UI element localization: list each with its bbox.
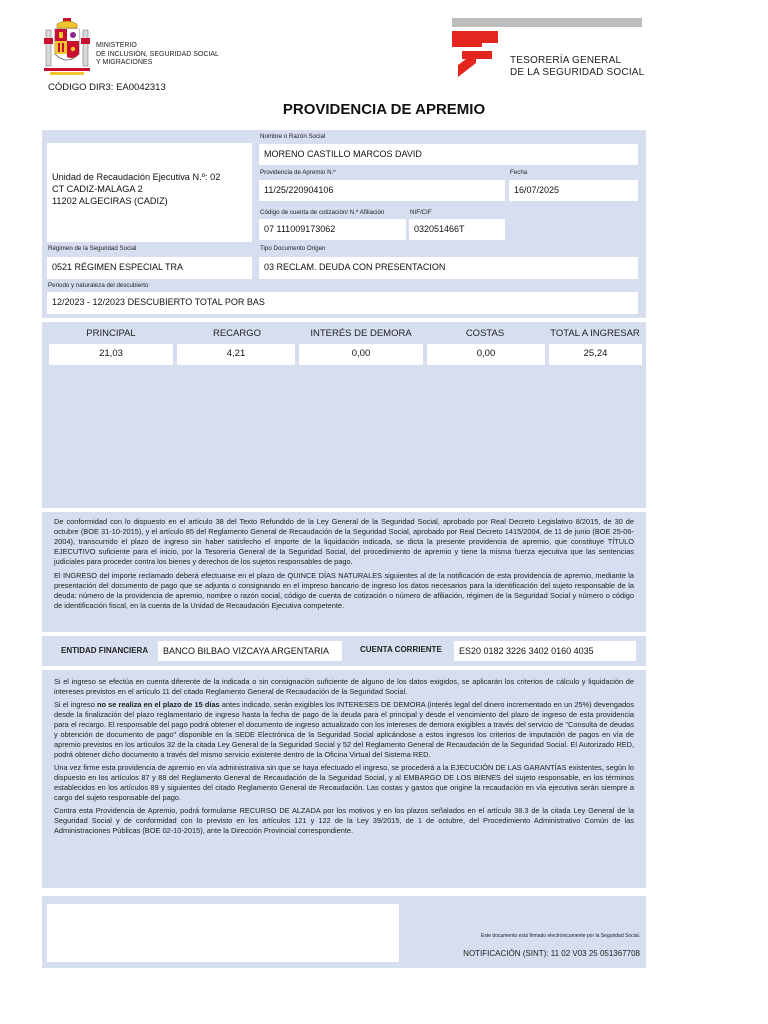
principal-header: PRINCIPAL: [86, 328, 136, 339]
info-paragraph: Si el ingreso se efectúa en cuenta diferente de la indicada o sin consignación suficiente de alguno de los datos exigidos, se aplicarán los criterios de cálculo y liquidación de intereses previstos en el artículo 11 del citado Reglamento General de Recaudación de la Seguridad Social.: [54, 677, 634, 696]
tgss-name: [510, 55, 644, 79]
providencia-label: Providencia de Apremio N.º: [260, 169, 336, 176]
tipo-label: Tipo Documento Origen: [260, 245, 326, 252]
tgss-logo-icon: [452, 31, 498, 77]
account-field: ES20 0182 3226 3402 0160 4035: [454, 641, 636, 661]
signed-notice: Este documento está firmado electrónicamente por la Seguridad Social.: [481, 933, 640, 939]
bank-panel: [42, 636, 646, 666]
entity-field: BANCO BILBAO VIZCAYA ARGENTARIA: [158, 641, 342, 661]
name-field: MORENO CASTILLO MARCOS DAVID: [259, 144, 638, 165]
info-paragraph: Contra esta Providencia de Apremio, podrá formularse RECURSO DE ALZADA por los motivos y en los plazos señalados en el artículo 38.3 de la citada Ley General de la Seguridad Social y de conformidad con lo previsto en los artículos 121 y 122 de la Ley 39/2015, de 1 de octubre, del Procedimiento Administrativo Común de las Administraciones Públicas (BOE 02-10-2015), ante la Dirección Provincial correspondiente.: [54, 806, 634, 835]
ministry-line: DE INCLUSIÓN, SEGURIDAD SOCIAL: [96, 50, 219, 58]
fecha-label: Fecha: [510, 169, 528, 176]
principal-value: 21,03: [49, 344, 173, 365]
total-value: 25,24: [549, 344, 642, 365]
regimen-field: 0521 RÉGIMEN ESPECIAL TRA: [47, 257, 252, 279]
recargo-value: 4,21: [177, 344, 295, 365]
tgss-line: TESORERÍA GENERAL: [510, 55, 622, 66]
nif-label: NIF/CIF: [410, 209, 432, 216]
footer-panel: [42, 896, 646, 968]
ccc-label: Código de cuenta de cotización/ N.º Afiliación: [260, 209, 385, 216]
unit-box: [47, 143, 252, 242]
dir3-code: CÓDIGO DIR3: EA0042313: [48, 82, 166, 93]
unit-line: 11202 ALGECIRAS (CADIZ): [52, 196, 168, 206]
unit-line: CT CADIZ-MALAGA 2: [52, 184, 143, 194]
info-paragraph: Una vez firme esta providencia de apremio en vía administrativa sin que se haya efectuado el ingreso, se procederá a la EJECUCIÓN DE LAS GARANTÍAS existentes, según lo dispuesto en los artículos 87 y 88 del Reglamento General de Recaudación de la Seguridad Social, y al EMBARGO DE LOS BIENES del sujeto responsable, en los términos establecidos en los artículos 89 y siguientes del citado Reglamento General de Recaudación. Las costas y gastos que origine la recaudación en vía ejecutiva serán siempre a cargo del sujeto responsable del pago.: [54, 763, 634, 802]
info-text: Si el ingreso: [54, 700, 97, 709]
legal-paragraph: De conformidad con lo dispuesto en el artículo 38 del Texto Refundido de la Ley General de la Seguridad Social, aprobado por Real Decreto Legislativo 8/2015, de 30 de octubre (BOE 31-10-2015), y el artículo 85 del Reglamento General de Recaudación de la Seguridad Social, aprobado por Real Decreto 1415/2004, de 11 de junio (BOE 25-06-2004), transcurrido el plazo de ingreso sin haber satisfecho el importe de la liquidación indicada, se dicta la presente providencia de apremio, que constituye TÍTULO EJECUTIVO suficiente para el inicio, por la Tesorería General de la Seguridad Social, del procedimiento de apremio y tiene la misma fuerza ejecutiva que las sentencias judiciales para proceder contra los bienes y derechos de los sujetos responsables de pago.: [54, 517, 634, 566]
tipo-field: 03 RECLAM. DEUDA CON PRESENTACION: [259, 257, 638, 279]
nif-field: 032051466T: [409, 219, 505, 240]
costas-value: 0,00: [427, 344, 545, 365]
regimen-label: Régimen de la Seguridad Social: [48, 245, 137, 252]
legal-paragraph: El INGRESO del importe reclamado deberá efectuarse en el plazo de QUINCE DÍAS NATURALES siguientes al de la notificación de esta providencia de apremio, mediante la presentación del documento de pago que se adjunta o consignando en el impreso bancario de ingreso los datos necesarios para la identificación del sujeto responsable de la deuda: número de la providencia de apremio, nombre o razón social, código de cuenta de cotización o número de afiliación, régimen de la Seguridad Social y número o código de identificación fiscal, en la cuenta de la Unidad de Recaudación Ejecutiva competente.: [54, 571, 634, 610]
ministry-name: [96, 42, 219, 68]
ministry-line: Y MIGRACIONES: [96, 59, 153, 66]
recargo-header: RECARGO: [212, 328, 262, 339]
interes-value: 0,00: [299, 344, 423, 365]
total-header: TOTAL A INGRESAR: [550, 328, 640, 339]
periodo-label: Periodo y naturaleza del descubierto: [48, 282, 149, 289]
unit-line: Unidad de Recaudación Ejecutiva N.º: 02: [52, 172, 221, 182]
fecha-field: 16/07/2025: [509, 180, 638, 201]
providencia-field: 11/25/220904106: [259, 180, 505, 201]
info-text: antes indicado, serán exigibles los INTERESES DE DEMORA (interés legal del dinero incrementado en un 25%) devengados desde la finalización del plazo reglamentario de ingreso hasta la fecha de pago de la deuda para el principal y desde el vencimiento del plazo de ingreso de esta providencia para el recargo. El responsable del pago podrá obtener el documento de ingreso actualizado con los intereses de demora exigibles a través del servicio de "Consulta de deudas y obtención de documento de pago" disponible en la SEDE Electrónica de la Seguridad Social aplicándose a estos ingresos los criterios de imputación de pagos en vía de apremio previstos en los artículos 32 de la citada Ley General de la Seguridad Social y 52 del Reglamento General de Recaudación de la Seguridad Social. El Autorizado RED, podrá obtener dicho documento a través del mismo servicio existente dentro de la Oficina Virtual del Sistema RED.: [54, 700, 634, 759]
coat-of-arms-icon: [44, 16, 90, 80]
interes-header: INTERÉS DE DEMORA: [310, 328, 412, 339]
tgss-line: DE LA SEGURIDAD SOCIAL: [510, 67, 645, 78]
notification-number: NOTIFICACIÓN (SINT): 11 02 V03 25 051367708: [463, 949, 640, 958]
signature-box: [47, 904, 399, 962]
ccc-field: 07 111009173062: [259, 219, 406, 240]
name-label: Nombre o Razón Social: [260, 133, 326, 140]
account-label: CUENTA CORRIENTE: [360, 645, 442, 654]
header-gray-bar: [452, 18, 642, 27]
info-bold-text: no se realiza en el plazo de 15 días: [96, 700, 220, 709]
costas-header: COSTAS: [465, 328, 505, 339]
document-title: PROVIDENCIA DE APREMIO: [282, 101, 486, 118]
ministry-line: MINISTERIO: [96, 42, 137, 49]
info-panel: [42, 670, 646, 888]
amounts-panel: [42, 322, 646, 508]
info-paragraph: [54, 700, 634, 760]
data-panel: [42, 130, 646, 318]
legal-panel: [42, 512, 646, 632]
periodo-field: 12/2023 - 12/2023 DESCUBIERTO TOTAL POR BAS: [47, 292, 638, 314]
entity-label: ENTIDAD FINANCIERA: [61, 646, 149, 655]
